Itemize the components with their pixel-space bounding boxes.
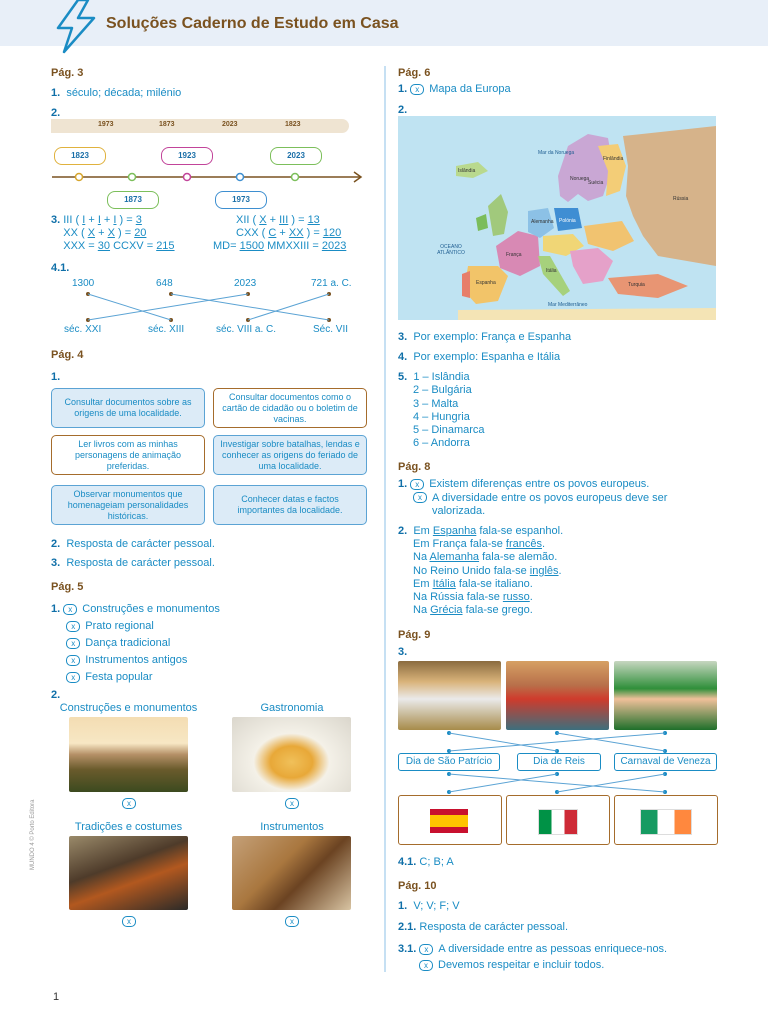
checked-box-icon: x: [122, 916, 136, 927]
checked-box-icon: x: [63, 604, 77, 615]
europe-map: [398, 116, 716, 320]
p4-q2: 2. Resposta de carácter pessoal.: [51, 538, 215, 550]
food-photo: [232, 717, 351, 792]
p8-q2: 2. Em Espanha fala-se espanhol. Em França fala-se francês. Na Alemanha fala-se alemão. No Reino Unido fala-se inglês. Em Itália fala-se italiano. Na Rússia fala-se russo. Na Grécia fala-se grego.: [398, 525, 564, 617]
map-label: Mar da Noruega: [538, 150, 575, 156]
ireland-flag-icon: [640, 809, 692, 835]
match-top-item: 1300: [72, 278, 95, 289]
activity-box: Consultar documentos como o cartão de cidadão ou o boletim de vacinas.: [213, 388, 367, 428]
checked-box-icon: x: [419, 960, 433, 971]
timeline-axis: [50, 165, 366, 189]
castle-photo: [69, 717, 188, 792]
timeline-bubble: 1873: [107, 191, 159, 209]
map-label: Rússia: [673, 196, 689, 202]
checked-box-icon: x: [66, 638, 80, 649]
checked-box-icon: x: [66, 621, 80, 632]
p3-q2-num: 2.: [51, 107, 61, 119]
timeline-date: 1873: [159, 121, 175, 128]
heading-pag6: Pág. 6: [398, 67, 431, 79]
page-number: 1: [53, 991, 60, 1003]
map-label: França: [506, 252, 522, 258]
copyright-note: MUNDO 4 © Porto Editora: [30, 799, 36, 870]
match-bottom-item: séc. VIII a. C.: [216, 324, 277, 335]
timeline-date: 1823: [285, 121, 301, 128]
map-label: Polónia: [559, 218, 576, 224]
timeline-date: 2023: [222, 121, 238, 128]
p6-q4: 4. Por exemplo: Espanha e Itália: [398, 351, 561, 363]
checked-box-icon: x: [122, 798, 136, 809]
p9-q41: 4.1. C; B; A: [398, 856, 454, 868]
checked-box-icon: x: [66, 655, 80, 666]
match-bottom-item: Séc. VII: [313, 324, 349, 335]
checked-box-icon: x: [413, 492, 427, 503]
activity-box: Investigar sobre batalhas, lendas e conhecer as origens do feriado de uma localidade.: [213, 435, 367, 475]
map-label: Turquia: [628, 282, 645, 288]
activity-box: Ler livros com as minhas personagens de animação preferidas.: [51, 435, 205, 475]
lightning-bolt-icon: [48, 0, 104, 54]
flag-card: [614, 795, 718, 845]
flag-card: [506, 795, 610, 845]
match-bottom-item: séc. XIII: [148, 324, 185, 335]
map-label: Finlândia: [603, 156, 624, 162]
checked-box-icon: x: [410, 84, 424, 95]
festival-photo-venice: [506, 661, 609, 730]
festival-label: Dia de Reis: [517, 753, 601, 771]
festival-label: Dia de São Patrício: [398, 753, 500, 771]
p10-q21: 2.1. Resposta de carácter pessoal.: [398, 921, 569, 933]
p4-q3: 3. Resposta de carácter pessoal.: [51, 557, 215, 569]
p6-q1: 1. x Mapa da Europa: [398, 83, 511, 95]
page-title: Soluções Caderno de Estudo em Casa: [106, 15, 399, 32]
match-bottom-item: séc. XXI: [64, 324, 102, 335]
p5-q2-num: 2.: [51, 689, 61, 701]
heading-pag8: Pág. 8: [398, 461, 431, 473]
p6-q5-list: 5. 1 – Islândia 2 – Bulgária 3 – Malta 4 – Hungria 5 – Dinamarca 6 – Andorra: [398, 371, 485, 450]
p3-q3-right: XII ( X + III ) = 13 CXX ( C + XX ) = 120: [236, 214, 342, 239]
p9-q3-num: 3.: [398, 646, 408, 658]
p8-q1: 1. x Existem diferenças entre os povos europeus. x A diversidade entre os povos europeus deve ser valorizada.: [398, 478, 668, 517]
map-label: Noruega: [570, 176, 590, 182]
p6-q2-num: 2.: [398, 104, 408, 116]
p6-q3: 3. Por exemplo: França e Espanha: [398, 331, 572, 343]
spain-flag-icon: [430, 809, 468, 833]
image-caption: Tradições e costumes: [74, 821, 183, 833]
matching-lines: [60, 290, 360, 324]
timeline-date: 1973: [98, 121, 114, 128]
checked-box-icon: x: [66, 672, 80, 683]
timeline-bubble: 1923: [161, 147, 213, 165]
map-label: Alemanha: [531, 219, 554, 225]
checked-box-icon: x: [285, 916, 299, 927]
timeline-bubble: 2023: [270, 147, 322, 165]
timeline-header-bar: [51, 119, 349, 133]
festival-photo-stpatrick: [614, 661, 717, 730]
festival-match-lines-bottom: [398, 771, 718, 795]
p5-q1-list: 1. x Construções e monumentos x Prato regional x Dança tradicional x Instrumentos antigos x Festa popular: [51, 603, 220, 683]
image-caption: Instrumentos: [260, 821, 324, 833]
checked-box-icon: x: [419, 944, 433, 955]
map-label: Mar Mediterrâneo: [548, 302, 588, 308]
heading-pag10: Pág. 10: [398, 880, 437, 892]
heading-pag5: Pág. 5: [51, 581, 84, 593]
map-label: Islândia: [458, 168, 476, 174]
match-top-item: 648: [156, 278, 173, 289]
map-label: Itália: [546, 268, 557, 274]
italy-flag-icon: [538, 809, 578, 835]
timeline-bubble: 1823: [54, 147, 106, 165]
p10-q31: 3.1. x A diversidade entre as pessoas enriquece-nos. x Devemos respeitar e incluir todos.: [398, 943, 668, 971]
heading-pag4: Pág. 4: [51, 349, 84, 361]
heading-pag9: Pág. 9: [398, 629, 431, 641]
image-caption: Construções e monumentos: [59, 702, 198, 714]
p10-q1: 1. V; V; F; V: [398, 900, 460, 912]
map-label: Espanha: [476, 280, 496, 286]
heading-pag3: Pág. 3: [51, 67, 84, 79]
traditions-photo: [69, 836, 188, 910]
q-num: 1.: [51, 87, 61, 99]
p3-q41-num: 4.1.: [51, 262, 70, 274]
activity-box: Consultar documentos sobre as origens de uma localidade.: [51, 388, 205, 428]
p3-q3-left: 3. III ( I + I + I ) = 3 XX ( X + X ) = 20 XXX = 30 CCXV = 215: [51, 214, 175, 252]
festival-label: Carnaval de Veneza: [614, 753, 717, 771]
p3-q3-right-line3: MD= 1500 MMXXIII = 2023: [213, 240, 347, 252]
p3-q1: [51, 87, 181, 99]
match-top-item: 2023: [234, 278, 257, 289]
festival-match-lines-top: [398, 730, 718, 754]
column-divider: [384, 66, 386, 972]
flag-card: [398, 795, 502, 845]
image-caption: Gastronomia: [260, 702, 324, 714]
festival-photo-kings: [398, 661, 501, 730]
activity-box: Observar monumentos que homenageiam personalidades históricas.: [51, 485, 205, 525]
map-label: Suécia: [588, 180, 604, 186]
checked-box-icon: x: [285, 798, 299, 809]
checked-box-icon: x: [410, 479, 424, 490]
activity-box: Conhecer datas e factos importantes da localidade.: [213, 485, 367, 525]
page-header: [0, 0, 768, 46]
map-label: OCEANO ATLÂNTICO: [437, 244, 465, 256]
timeline-bubble: 1973: [215, 191, 267, 209]
instrument-photo: [232, 836, 351, 910]
match-top-item: 721 a. C.: [311, 278, 352, 289]
p4-q1-num: 1.: [51, 371, 61, 383]
answer-text: século; década; milénio: [66, 87, 182, 99]
